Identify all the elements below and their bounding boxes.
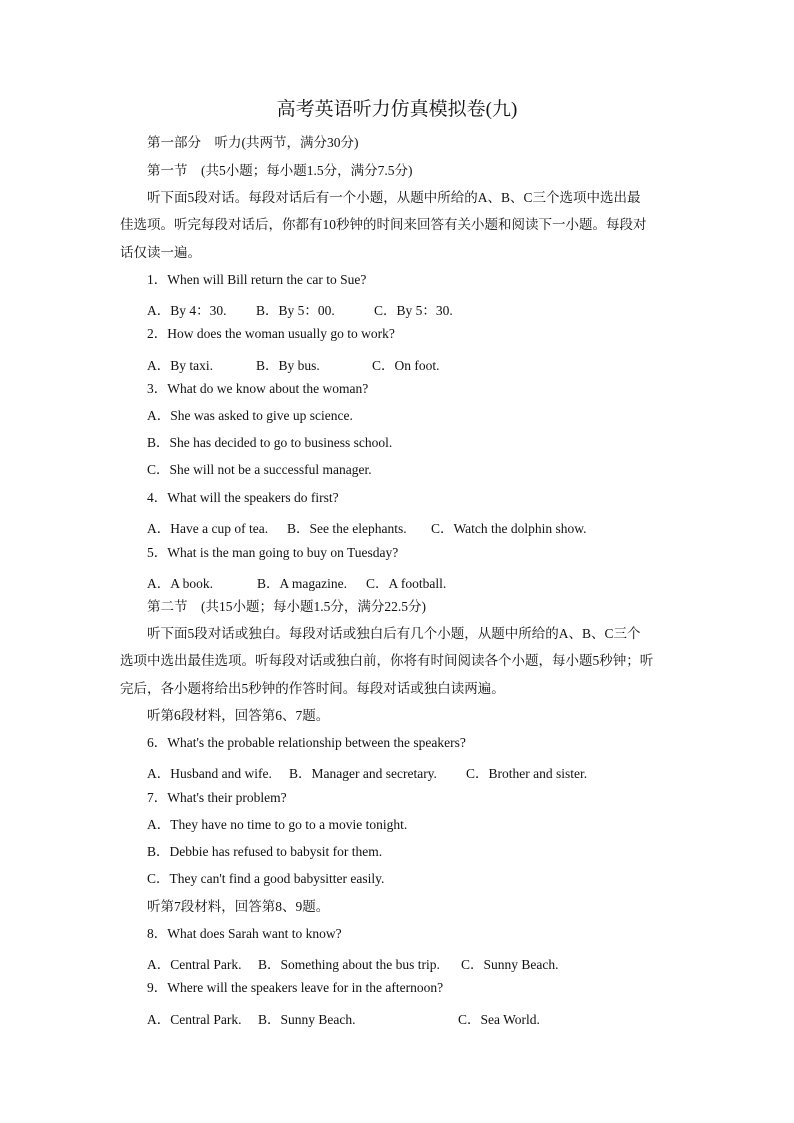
question-5-option-b: B．A magazine.	[257, 576, 347, 591]
question-7-option-b: B．Debbie has refused to babysit for them.	[147, 844, 383, 859]
section1-heading: 第一节 (共5小题；每小题1.5分，满分7.5分)	[147, 163, 413, 178]
question-8-stem: 8．What does Sarah want to know?	[147, 926, 342, 941]
question-2-option-c: C．On foot.	[372, 358, 440, 373]
question-4-option-a: A．Have a cup of tea.	[147, 521, 269, 536]
question-5-option-a: A．A book.	[147, 576, 214, 591]
question-9-option-c: C．Sea World.	[458, 1012, 540, 1027]
question-6-option-b: B．Manager and secretary.	[289, 766, 437, 781]
question-4-stem: 4．What will the speakers do first?	[147, 490, 339, 505]
question-2-option-b: B．By bus.	[256, 358, 320, 373]
question-4-option-b: B．See the elephants.	[287, 521, 407, 536]
question-4-option-c: C．Watch the dolphin show.	[431, 521, 587, 536]
section2-instruction-line-2: 选项中选出最佳选项。听每段对话或独白前，你将有时间阅读各个小题，每小题5秒钟；听	[120, 653, 654, 668]
material-7-heading: 听第7段材料，回答第8、9题。	[147, 899, 330, 914]
question-3-stem: 3．What do we know about the woman?	[147, 381, 369, 396]
section2-heading: 第二节 (共15小题；每小题1.5分，满分22.5分)	[147, 599, 426, 614]
question-7-option-a: A．They have no time to go to a movie tonight.	[147, 817, 408, 832]
section1-instruction-line-1: 听下面5段对话。每段对话后有一个小题，从题中所给的A、B、C三个选项中选出最	[147, 190, 641, 205]
question-9-option-a: A．Central Park.	[147, 1012, 242, 1027]
question-9-stem: 9．Where will the speakers leave for in the afternoon?	[147, 980, 444, 995]
page-title: 高考英语听力仿真模拟卷(九)	[276, 99, 518, 120]
question-1-stem: 1．When will Bill return the car to Sue?	[147, 272, 367, 287]
question-1-option-b: B．By 5：00.	[256, 303, 335, 318]
question-6-option-c: C．Brother and sister.	[466, 766, 588, 781]
question-9-option-b: B．Sunny Beach.	[258, 1012, 356, 1027]
question-8-option-c: C．Sunny Beach.	[461, 957, 559, 972]
question-7-stem: 7．What's their problem?	[147, 790, 287, 805]
section2-instruction-line-1: 听下面5段对话或独白。每段对话或独白后有几个小题，从题中所给的A、B、C三个	[147, 626, 641, 641]
section2-instruction-line-3: 完后，各小题将给出5秒钟的作答时间。每段对话或独白读两遍。	[120, 681, 505, 696]
question-5-stem: 5．What is the man going to buy on Tuesday?	[147, 545, 399, 560]
question-2-option-a: A．By taxi.	[147, 358, 213, 373]
part1-heading: 第一部分 听力(共两节，满分30分)	[147, 135, 359, 150]
question-1-option-a: A．By 4：30.	[147, 303, 227, 318]
question-8-option-a: A．Central Park.	[147, 957, 242, 972]
material-6-heading: 听第6段材料，回答第6、7题。	[147, 708, 330, 723]
question-6-stem: 6．What's the probable relationship between the speakers?	[147, 735, 466, 750]
question-6-option-a: A．Husband and wife.	[147, 766, 272, 781]
question-1-option-c: C．By 5：30.	[374, 303, 453, 318]
question-2-stem: 2．How does the woman usually go to work?	[147, 326, 395, 341]
question-7-option-c: C．They can't find a good babysitter easily.	[147, 871, 385, 886]
question-3-option-c: C．She will not be a successful manager.	[147, 462, 372, 477]
section1-instruction-line-2: 佳选项。听完每段对话后，你都有10秒钟的时间来回答有关小题和阅读下一小题。每段对	[120, 217, 647, 232]
question-5-option-c: C．A football.	[366, 576, 447, 591]
question-3-option-b: B．She has decided to go to business school.	[147, 435, 393, 450]
section1-instruction-line-3: 话仅读一遍。	[120, 245, 201, 260]
question-3-option-a: A．She was asked to give up science.	[147, 408, 353, 423]
question-8-option-b: B．Something about the bus trip.	[258, 957, 440, 972]
